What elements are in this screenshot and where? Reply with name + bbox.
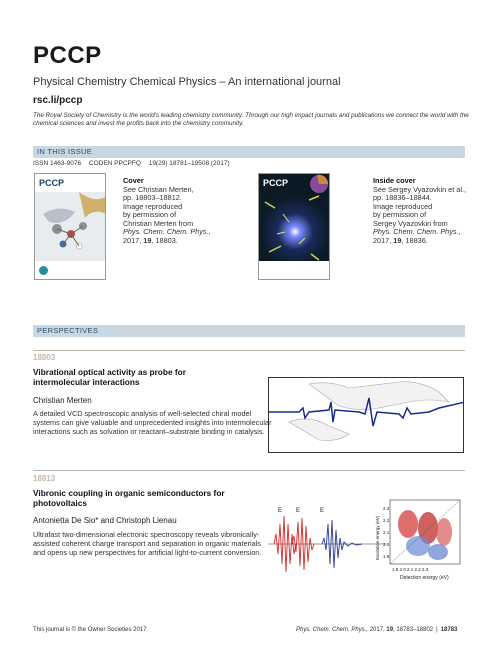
front-cover-image[interactable] — [34, 173, 106, 280]
article-title[interactable] — [33, 367, 268, 387]
footer-pages: , 18783–18802 — [393, 627, 434, 633]
footer-journal: Phys. Chem. Chem. Phys., — [296, 627, 369, 633]
inside-cover-page: , 18836. — [401, 235, 428, 245]
inside-cover-credit-1: Image reproduced — [373, 201, 433, 211]
front-cover-year: 2017, — [123, 235, 144, 245]
y-tick: 2.2 — [383, 518, 390, 523]
front-cover-header — [35, 174, 105, 192]
front-cover-credit-2: by permission of — [123, 210, 177, 219]
journal-blurb: The Royal Society of Chemistry is the world's leading chemistry community. Through our high impact journals and publications we connect the world with the chemical sciences and invest the profits back into the chemistry community. — [33, 112, 469, 127]
y-tick: 2.0 — [383, 542, 390, 547]
y-tick: 2.1 — [383, 530, 390, 535]
front-cover-page: , 18803. — [151, 235, 178, 245]
article-abstract: Ultrafast two-dimensional electronic spectroscopy reveals vibronically-assisted coherent charge transport and separation in organic materials and opens up new perspectives for artificial light-to-current conversion. — [33, 530, 262, 557]
front-cover-logo: PCCP — [39, 178, 65, 188]
in-this-issue-heading: IN THIS ISSUE — [33, 146, 465, 158]
issn: ISSN 1463-9076 — [33, 160, 82, 167]
issn-line — [33, 160, 236, 167]
inside-cover-see: See Sergey Vyazovkin et al., — [373, 184, 467, 194]
article-title[interactable] — [33, 488, 268, 508]
footer-year: 2017, — [369, 627, 387, 633]
footer-citation: Phys. Chem. Chem. Phys., 2017, 19, 18783–18802 | 18783 — [296, 627, 458, 633]
footer-volume: 19 — [386, 627, 394, 633]
journal-title: PCCP — [33, 42, 102, 69]
inside-cover-credit-2: by permission of — [373, 210, 427, 219]
rsc-badge-icon — [39, 266, 48, 275]
pulse-label-3: E — [320, 508, 325, 514]
inside-cover-footer — [259, 261, 329, 279]
y-tick: 2.3 — [383, 506, 390, 511]
article-rule — [33, 470, 465, 471]
article-number: 18803 — [33, 353, 56, 362]
vcd-spectrum-graphic — [269, 378, 464, 453]
pulse-label-2: E — [296, 508, 301, 514]
journal-url[interactable]: rsc.li/pccp — [33, 95, 83, 106]
inside-cover-credit-3: Sergey Vyazovkin from — [373, 218, 448, 228]
article-abstract: A detailed VCD spectroscopic analysis of well-selected chiral model systems can give valuable and unprecedented insights into intermolecular interactions such as solvation or reactant–substrate binding in catalysis. — [33, 409, 272, 436]
perspectives-heading: PERSPECTIVES — [33, 325, 465, 337]
front-cover-footer — [35, 261, 105, 279]
front-cover-caption — [123, 177, 223, 245]
article-graphic-2des — [268, 494, 466, 586]
front-cover-title: Cover — [123, 176, 144, 185]
pulse-red-2 — [292, 518, 314, 570]
y-axis-label: Excitation energy (eV) — [375, 515, 380, 560]
x-axis-label: Detection energy (eV) — [400, 575, 449, 581]
article-title-line: photovoltaics — [33, 498, 87, 508]
y-tick: 1.9 — [383, 554, 390, 559]
journal-subtitle: Physical Chemistry Chemical Physics – An international journal — [33, 76, 341, 88]
front-cover-pages: pp. 18803–18812. — [123, 193, 182, 202]
article-authors: Antonietta De Sio* and Christoph Lienau — [33, 516, 177, 525]
x-ticks: 1.9 2.0 2.1 2.2 2.3 — [392, 567, 429, 572]
article-authors: Christian Merten — [33, 396, 92, 405]
inside-cover-image[interactable] — [258, 173, 330, 280]
footer-page-number: 18783 — [440, 627, 458, 633]
inside-cover-journal: Phys. Chem. Chem. Phys., — [373, 227, 461, 236]
article-title-line: intermolecular interactions — [33, 377, 140, 387]
article-title-line: Vibronic coupling in organic semiconductors for — [33, 488, 225, 498]
coden: CODEN PPCPFQ — [88, 160, 141, 167]
inside-cover-vol: 19 — [393, 235, 402, 245]
front-cover-credit-1: Image reproduced — [123, 201, 183, 211]
front-cover-journal: Phys. Chem. Chem. Phys., — [123, 227, 211, 236]
volume-pages: 19(29) 18781–19508 (2017) — [148, 160, 230, 167]
inside-cover-header — [259, 174, 329, 192]
inside-cover-title: Inside cover — [373, 176, 416, 185]
article-rule — [33, 350, 465, 351]
inside-cover-caption — [373, 177, 473, 245]
pulse-red-1 — [274, 516, 296, 572]
front-cover-vol: 19 — [143, 235, 152, 245]
article-title-line: Vibrational optical activity as probe for — [33, 367, 186, 377]
inside-cover-year: 2017, — [373, 235, 394, 245]
article-number: 18813 — [33, 474, 56, 483]
front-cover-credit-3: Christian Merten from — [123, 218, 194, 228]
pulse-label-1: E — [278, 508, 283, 514]
footer-copyright: This journal is © the Owner Societies 2017 — [33, 627, 147, 633]
front-cover-see: See Christian Merten, — [123, 184, 194, 194]
article-graphic-vcd — [268, 377, 464, 453]
inside-cover-logo: PCCP — [263, 178, 289, 188]
inside-cover-pages: pp. 18836–18844. — [373, 193, 432, 202]
